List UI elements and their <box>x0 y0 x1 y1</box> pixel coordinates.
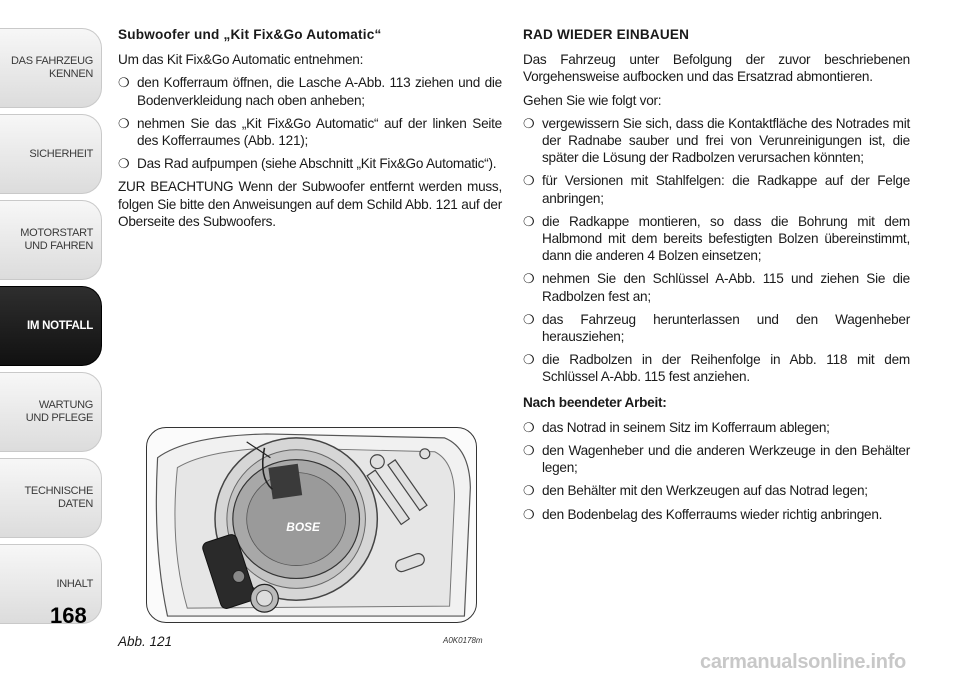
bullet-icon: ❍ <box>523 115 535 131</box>
tab-das-fahrzeug-kennen[interactable]: DAS FAHRZEUG KENNEN <box>0 28 102 108</box>
list-item: ❍ den Kofferraum öffnen, die Lasche A-Abb. 113 ziehen und die Bodenverkleidung nach oben anheben; <box>118 75 502 108</box>
bullet-list-steps <box>523 115 910 386</box>
bullet-icon: ❍ <box>523 352 535 368</box>
note-text: ZUR BEACHTUNG Wenn der Subwoofer entfernt werden muss, folgen Sie bitte den Anweisungen auf dem Schild Abb. 121 auf der Oberseite des Subwoofers. <box>118 179 502 229</box>
bullet-list-after-work <box>523 419 910 523</box>
bullet-icon: ❍ <box>118 156 130 172</box>
bullet-icon: ❍ <box>523 173 535 189</box>
list-item: ❍ Das Rad aufpumpen (siehe Abschnitt „Kit Fix&Go Automatic“). <box>118 156 497 172</box>
list-item: ❍ das Fahrzeug herunterlassen und den Wagenheber herausziehen; <box>523 311 910 345</box>
chapter-sidebar <box>0 0 104 677</box>
list-item: ❍ das Notrad in seinem Sitz im Kofferraum ablegen; <box>523 419 830 435</box>
list-item: ❍ vergewissern Sie sich, dass die Kontaktfläche des Notrades mit der Radnabe sauber und frei von Verunreinigungen ist, die später die Lösung der Radbolzen verursachen könnten; <box>523 115 910 166</box>
intro-text: Das Fahrzeug unter Befolgung der zuvor beschriebenen Vorgehensweise aufbocken und das Ersatzrad abmontieren. <box>523 52 910 85</box>
intro-text: Um das Kit Fix&Go Automatic entnehmen: <box>118 52 364 68</box>
list-item: ❍ den Wagenheber und die anderen Werkzeuge in den Behälter legen; <box>523 443 910 476</box>
page-number: 168 <box>50 603 87 628</box>
bullet-icon: ❍ <box>523 271 535 287</box>
tab-inhalt[interactable]: INHALT <box>0 544 102 624</box>
list-item: ❍ den Bodenbelag des Kofferraums wieder richtig anbringen. <box>523 506 883 522</box>
figure-trunk-subwoofer <box>146 427 477 623</box>
trunk-illustration <box>147 428 476 622</box>
tab-wartung-und-pflege[interactable]: WARTUNG UND PFLEGE <box>0 372 102 452</box>
right-column <box>523 26 910 529</box>
intro-text-2: Gehen Sie wie folgt vor: <box>523 92 662 108</box>
figure-caption: Abb. 121 <box>118 634 173 649</box>
bullet-icon: ❍ <box>118 75 130 91</box>
figure-code: A0K0178m <box>443 636 483 645</box>
list-item: ❍ den Behälter mit den Werkzeugen auf das Notrad legen; <box>523 483 868 499</box>
tab-technische-daten[interactable]: TECHNISCHE DATEN <box>0 458 102 538</box>
list-item: ❍ die Radbolzen in der Reihenfolge in Abb. 118 mit dem Schlüssel A-Abb. 115 fest anziehen. <box>523 352 910 385</box>
bullet-icon: ❍ <box>523 213 535 229</box>
list-item: ❍ für Versionen mit Stahlfelgen: die Radkappe auf der Felge anbringen; <box>523 173 910 206</box>
tab-sicherheit[interactable]: SICHERHEIT <box>0 114 102 194</box>
section-heading-rad-einbauen: RAD WIEDER EINBAUEN <box>523 27 690 42</box>
subheading-nach-beendeter-arbeit: Nach beendeter Arbeit: <box>523 394 667 410</box>
list-item: ❍ nehmen Sie den Schlüssel A-Abb. 115 und ziehen Sie die Radbolzen fest an; <box>523 271 910 304</box>
bose-logo: BOSE <box>286 519 320 534</box>
tab-im-notfall[interactable]: IM NOTFALL <box>0 286 102 366</box>
list-item: ❍ die Radkappe montieren, so dass die Bohrung mit dem Halbmond mit dem bereits befestigten Bolzen übereinstimmt, dann die anderen 4 Bolzen einsetzen; <box>523 213 910 264</box>
section-heading-subwoofer: Subwoofer und „Kit Fix&Go Automatic“ <box>118 27 382 42</box>
bullet-icon: ❍ <box>523 311 535 327</box>
bullet-list-kit <box>118 74 502 172</box>
list-item: ❍ nehmen Sie das „Kit Fix&Go Automatic“ auf der linken Seite des Kofferraumes (Abb. 121); <box>118 115 502 149</box>
bullet-icon: ❍ <box>523 483 535 499</box>
bullet-icon: ❍ <box>523 506 535 522</box>
bullet-icon: ❍ <box>523 443 535 459</box>
bullet-icon: ❍ <box>523 419 535 435</box>
tab-motorstart-und-fahren[interactable]: MOTORSTART UND FAHREN <box>0 200 102 280</box>
bullet-icon: ❍ <box>118 115 130 131</box>
left-column <box>118 26 502 236</box>
watermark: carmanualsonline.info <box>700 651 906 673</box>
